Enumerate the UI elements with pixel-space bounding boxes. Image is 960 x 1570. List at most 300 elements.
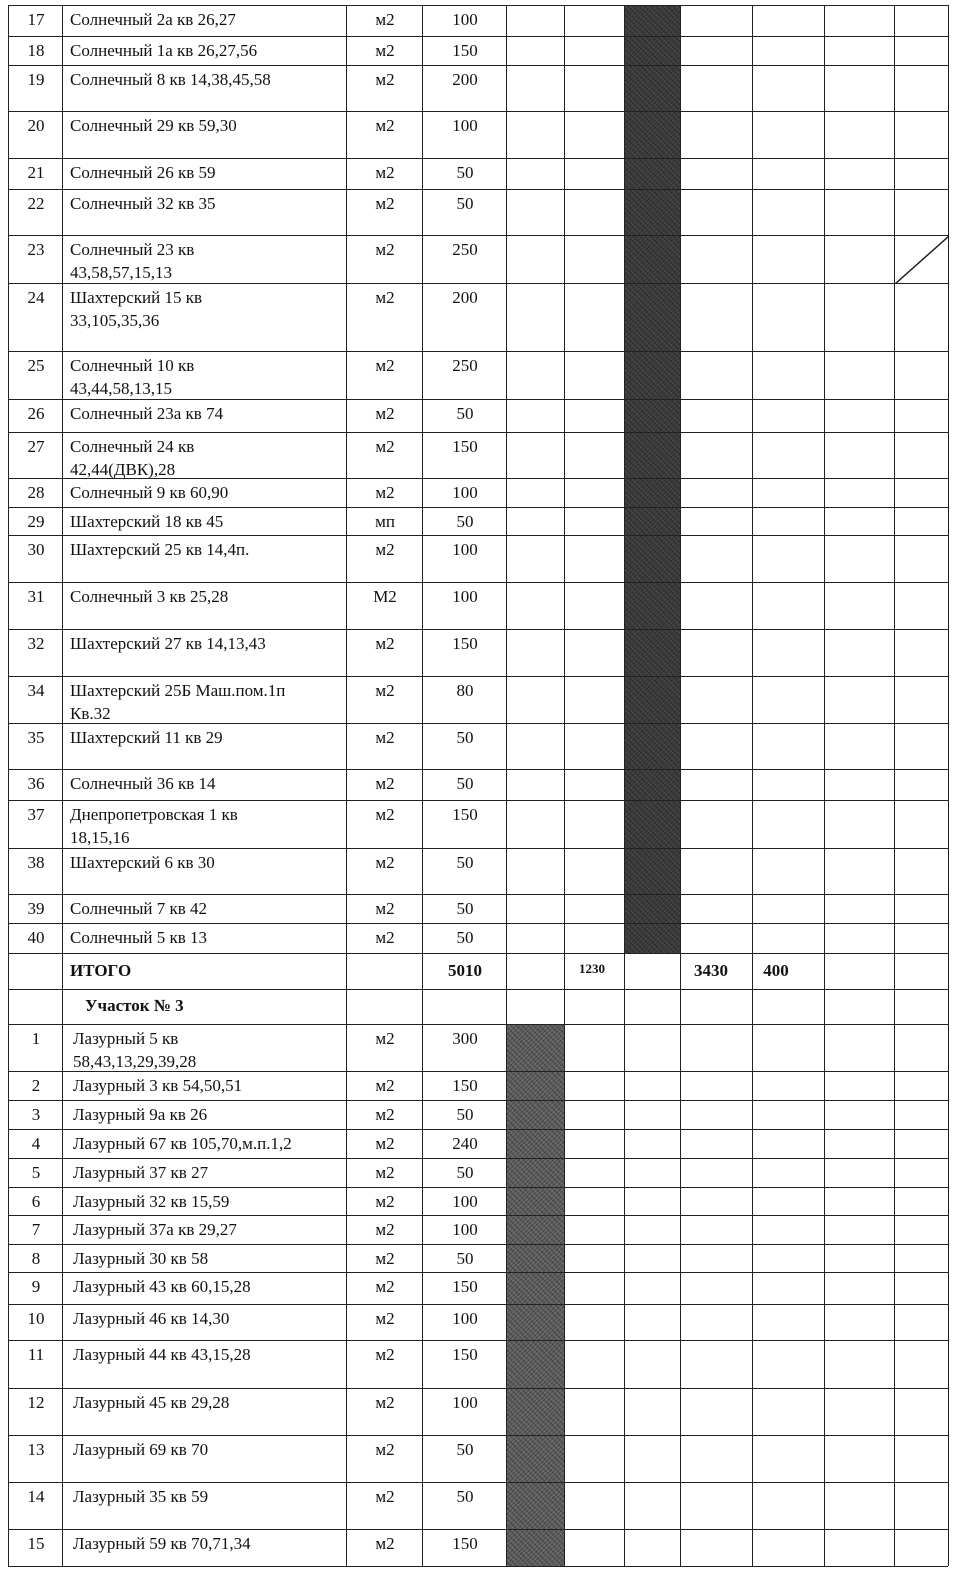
address-cell [62, 189, 347, 235]
unit-cell [346, 399, 423, 432]
empty-cell [680, 65, 753, 111]
unit: м2 [375, 1192, 395, 1211]
shaded-cell [506, 1388, 565, 1435]
address: Шахтерский 11 кв 29 [70, 728, 223, 747]
row-number-cell [8, 1215, 63, 1244]
empty-cell [894, 1272, 949, 1304]
unit-cell [346, 5, 423, 36]
address: Солнечный 29 кв 59,30 [70, 116, 237, 135]
empty-cell [680, 1304, 753, 1340]
table-row [8, 894, 948, 923]
empty-cell [894, 800, 949, 848]
shaded-cell [624, 399, 681, 432]
total-cell [624, 953, 681, 989]
unit-cell [346, 923, 423, 953]
table-row [8, 769, 948, 800]
empty-cell [752, 235, 825, 283]
empty-cell [564, 189, 625, 235]
empty-cell [894, 629, 949, 676]
empty-cell [824, 1388, 895, 1435]
empty-cell [680, 507, 753, 535]
unit-cell [346, 1100, 423, 1129]
empty-cell [564, 1388, 625, 1435]
row-number: 29 [27, 512, 45, 531]
header-cell [62, 989, 347, 1024]
address: Шахтерский 25Б Маш.пом.1п Кв.32 [70, 681, 286, 723]
empty-cell [564, 1158, 625, 1187]
diagonal-mark [895, 236, 948, 283]
quantity: 50 [456, 512, 474, 531]
table-row [8, 582, 948, 629]
empty-cell [564, 283, 625, 351]
quantity-cell [422, 1244, 507, 1272]
header-cell [624, 989, 681, 1024]
table-row [8, 848, 948, 894]
empty-cell [564, 36, 625, 65]
unit: м2 [375, 240, 395, 259]
row-number-cell [8, 1187, 63, 1215]
empty-cell [752, 283, 825, 351]
table-row [8, 1304, 948, 1340]
empty-cell [564, 1482, 625, 1529]
empty-cell [680, 5, 753, 36]
empty-cell [752, 1215, 825, 1244]
row-number: 17 [27, 10, 45, 29]
address-cell [62, 399, 347, 432]
shaded-cell [506, 1129, 565, 1158]
section-title: Участок № 3 [85, 996, 184, 1015]
empty-cell [752, 1388, 825, 1435]
empty-cell [680, 1215, 753, 1244]
empty-cell [752, 111, 825, 158]
unit: м2 [375, 163, 395, 182]
address-cell [62, 923, 347, 953]
row-number-cell [8, 723, 63, 769]
quantity-cell [422, 1304, 507, 1340]
table-row [8, 1435, 948, 1482]
quantity: 150 [452, 1534, 478, 1553]
unit: м2 [375, 1134, 395, 1153]
quantity: 200 [452, 288, 478, 307]
address-cell [62, 1024, 347, 1071]
quantity-cell [422, 1388, 507, 1435]
empty-cell [752, 535, 825, 582]
quantity-cell [422, 1024, 507, 1071]
empty-cell [680, 432, 753, 478]
empty-cell [894, 1100, 949, 1129]
empty-cell [752, 189, 825, 235]
empty-cell [752, 399, 825, 432]
empty-cell [506, 235, 565, 283]
quantity: 150 [452, 634, 478, 653]
empty-cell [752, 848, 825, 894]
shaded-cell [624, 158, 681, 189]
address-cell [62, 111, 347, 158]
empty-cell [752, 507, 825, 535]
empty-cell [680, 1272, 753, 1304]
section-header-row [8, 989, 948, 1024]
unit-cell [346, 1024, 423, 1071]
address-cell [62, 629, 347, 676]
address: Лазурный 45 кв 29,28 [73, 1393, 230, 1412]
quantity: 150 [452, 437, 478, 456]
quantity: 150 [452, 805, 478, 824]
row-number: 37 [27, 805, 45, 824]
table-row [8, 535, 948, 582]
empty-cell [824, 158, 895, 189]
unit-cell [346, 235, 423, 283]
quantity: 50 [456, 774, 474, 793]
address-cell [62, 478, 347, 507]
empty-cell [824, 235, 895, 283]
empty-cell [564, 1187, 625, 1215]
address: Шахтерский 25 кв 14,4п. [70, 540, 250, 559]
unit-cell [346, 1215, 423, 1244]
shaded-cell [624, 507, 681, 535]
empty-cell [752, 676, 825, 723]
quantity: 100 [452, 10, 478, 29]
shaded-cell [506, 1187, 565, 1215]
empty-cell [506, 582, 565, 629]
empty-cell [564, 535, 625, 582]
row-number-cell [8, 235, 63, 283]
quantity-cell [422, 1272, 507, 1304]
quantity: 50 [456, 1487, 474, 1506]
quantity-cell [422, 1158, 507, 1187]
empty-cell [894, 283, 949, 351]
unit: м2 [375, 853, 395, 872]
empty-cell [824, 1435, 895, 1482]
address: Лазурный 9а кв 26 [73, 1105, 208, 1124]
empty-cell [824, 1244, 895, 1272]
address-cell [62, 1187, 347, 1215]
address-cell [62, 1158, 347, 1187]
address-cell [62, 5, 347, 36]
empty-cell [506, 848, 565, 894]
empty-cell [624, 1388, 681, 1435]
address: Солнечный 32 кв 35 [70, 194, 216, 213]
empty-cell [752, 582, 825, 629]
unit: м2 [375, 634, 395, 653]
empty-cell [506, 800, 565, 848]
quantity-cell [422, 1071, 507, 1100]
empty-cell [824, 1187, 895, 1215]
total-cell [680, 953, 753, 989]
empty-cell [894, 582, 949, 629]
table-row [8, 507, 948, 535]
row-number-cell [8, 800, 63, 848]
unit: м2 [375, 1076, 395, 1095]
address: Солнечный 1а кв 26,27,56 [70, 41, 258, 60]
table-row [8, 1100, 948, 1129]
quantity-cell [422, 1100, 507, 1129]
unit: м2 [375, 1220, 395, 1239]
empty-cell [564, 111, 625, 158]
empty-cell [894, 478, 949, 507]
quantity: 250 [452, 356, 478, 375]
row-number: 10 [27, 1309, 45, 1328]
table-row [8, 111, 948, 158]
table-row [8, 1158, 948, 1187]
quantity: 100 [452, 1192, 478, 1211]
address-cell [62, 351, 347, 399]
table-row [8, 399, 948, 432]
empty-cell [752, 158, 825, 189]
empty-cell [680, 848, 753, 894]
shaded-cell [624, 629, 681, 676]
empty-cell [564, 5, 625, 36]
unit: м2 [375, 288, 395, 307]
quantity: 300 [452, 1029, 478, 1048]
empty-cell [752, 5, 825, 36]
quantity-cell [422, 478, 507, 507]
row-number: 14 [27, 1487, 45, 1506]
empty-cell [824, 111, 895, 158]
shaded-cell [624, 283, 681, 351]
empty-cell [752, 1187, 825, 1215]
empty-cell [680, 894, 753, 923]
row-number-cell [8, 1388, 63, 1435]
empty-cell [894, 923, 949, 953]
address-cell [62, 535, 347, 582]
header-cell [824, 989, 895, 1024]
row-number-cell [8, 399, 63, 432]
address-cell [62, 65, 347, 111]
empty-cell [680, 1340, 753, 1388]
empty-cell [624, 1244, 681, 1272]
quantity: 150 [452, 41, 478, 60]
empty-cell [680, 923, 753, 953]
quantity: 150 [452, 1076, 478, 1095]
unit: м2 [375, 483, 395, 502]
unit: м2 [375, 681, 395, 700]
address: Лазурный 59 кв 70,71,34 [73, 1534, 251, 1553]
empty-cell [752, 1100, 825, 1129]
row-number-cell [8, 1100, 63, 1129]
empty-cell [894, 723, 949, 769]
quantity: 100 [452, 1393, 478, 1412]
empty-cell [752, 629, 825, 676]
quantity-cell [422, 1529, 507, 1566]
empty-cell [564, 1071, 625, 1100]
empty-cell [894, 235, 949, 283]
unit: м2 [375, 70, 395, 89]
empty-cell [752, 1529, 825, 1566]
unit: м2 [375, 1309, 395, 1328]
row-number: 39 [27, 899, 45, 918]
address: Солнечный 36 кв 14 [70, 774, 216, 793]
empty-cell [894, 1158, 949, 1187]
address-cell [62, 507, 347, 535]
shaded-cell [506, 1529, 565, 1566]
empty-cell [894, 36, 949, 65]
empty-cell [564, 769, 625, 800]
empty-cell [824, 478, 895, 507]
empty-cell [564, 478, 625, 507]
row-number-cell [8, 535, 63, 582]
address: Лазурный 69 кв 70 [73, 1440, 209, 1459]
shaded-cell [506, 1435, 565, 1482]
empty-cell [824, 535, 895, 582]
empty-cell [752, 432, 825, 478]
unit-cell [346, 1187, 423, 1215]
unit: м2 [375, 1345, 395, 1364]
empty-cell [680, 158, 753, 189]
header-cell [8, 989, 63, 1024]
table-row [8, 1129, 948, 1158]
unit-cell [346, 478, 423, 507]
table-row [8, 478, 948, 507]
quantity-cell [422, 769, 507, 800]
empty-cell [506, 189, 565, 235]
empty-cell [824, 432, 895, 478]
unit-cell [346, 1388, 423, 1435]
table-row [8, 351, 948, 399]
total-cell [752, 953, 825, 989]
empty-cell [506, 5, 565, 36]
empty-cell [564, 1129, 625, 1158]
empty-cell [624, 1529, 681, 1566]
empty-cell [894, 111, 949, 158]
address-cell [62, 848, 347, 894]
empty-cell [752, 1304, 825, 1340]
address: Солнечный 9 кв 60,90 [70, 483, 229, 502]
empty-cell [624, 1215, 681, 1244]
address: Солнечный 7 кв 42 [70, 899, 208, 918]
empty-cell [564, 507, 625, 535]
quantity-cell [422, 894, 507, 923]
table-row [8, 1340, 948, 1388]
row-number-cell [8, 848, 63, 894]
unit: м2 [375, 540, 395, 559]
unit: м2 [375, 10, 395, 29]
quantity-cell [422, 923, 507, 953]
shaded-cell [624, 189, 681, 235]
empty-cell [894, 158, 949, 189]
address: Лазурный 37 кв 27 [73, 1163, 209, 1182]
row-number-cell [8, 478, 63, 507]
table-row [8, 676, 948, 723]
empty-cell [824, 629, 895, 676]
address: Шахтерский 18 кв 45 [70, 512, 224, 531]
shaded-cell [506, 1244, 565, 1272]
empty-cell [894, 535, 949, 582]
empty-cell [894, 1529, 949, 1566]
empty-cell [506, 676, 565, 723]
unit-cell [346, 769, 423, 800]
empty-cell [824, 65, 895, 111]
empty-cell [680, 629, 753, 676]
row-number-cell [8, 507, 63, 535]
address-cell [62, 235, 347, 283]
unit: м2 [375, 805, 395, 824]
unit-cell [346, 351, 423, 399]
empty-cell [564, 923, 625, 953]
empty-cell [894, 1215, 949, 1244]
empty-cell [680, 1435, 753, 1482]
quantity-cell [422, 158, 507, 189]
empty-cell [506, 769, 565, 800]
table-row [8, 723, 948, 769]
empty-cell [564, 848, 625, 894]
quantity: 50 [456, 899, 474, 918]
header-cell [422, 989, 507, 1024]
shaded-cell [624, 111, 681, 158]
shaded-cell [624, 676, 681, 723]
row-number-cell [8, 111, 63, 158]
quantity: 80 [456, 681, 474, 700]
quantity-cell [422, 1215, 507, 1244]
quantity: 240 [452, 1134, 478, 1153]
unit-cell [346, 36, 423, 65]
row-number-cell [8, 1024, 63, 1071]
empty-cell [894, 1244, 949, 1272]
quantity: 100 [452, 1220, 478, 1239]
quantity-cell [422, 65, 507, 111]
header-cell [680, 989, 753, 1024]
shaded-cell [506, 1071, 565, 1100]
empty-cell [752, 65, 825, 111]
row-number-cell [8, 1435, 63, 1482]
empty-cell [506, 432, 565, 478]
unit-cell [346, 1340, 423, 1388]
empty-cell [752, 723, 825, 769]
table-row [8, 1215, 948, 1244]
empty-cell [824, 769, 895, 800]
address: Солнечный 3 кв 25,28 [70, 587, 229, 606]
address-cell [62, 1304, 347, 1340]
empty-cell [624, 1071, 681, 1100]
row-number: 5 [31, 1163, 41, 1182]
empty-cell [894, 1024, 949, 1071]
quantity: 100 [452, 540, 478, 559]
quantity-cell [422, 189, 507, 235]
empty-cell [752, 769, 825, 800]
quantity: 50 [456, 404, 474, 423]
shaded-cell [624, 478, 681, 507]
quantity-cell [422, 629, 507, 676]
empty-cell [506, 923, 565, 953]
quantity-cell [422, 111, 507, 158]
empty-cell [824, 1304, 895, 1340]
row-number: 8 [31, 1249, 41, 1268]
address-cell [62, 1100, 347, 1129]
address: Шахтерский 6 кв 30 [70, 853, 215, 872]
quantity-cell [422, 36, 507, 65]
address-cell [62, 1482, 347, 1529]
unit-cell [346, 1158, 423, 1187]
table-row [8, 189, 948, 235]
unit-cell [346, 676, 423, 723]
shaded-cell [506, 1158, 565, 1187]
unit-cell [346, 1129, 423, 1158]
row-number: 11 [27, 1345, 45, 1364]
empty-cell [894, 1388, 949, 1435]
empty-cell [680, 1024, 753, 1071]
unit-cell [346, 848, 423, 894]
empty-cell [624, 1272, 681, 1304]
shaded-cell [506, 1482, 565, 1529]
unit: М2 [373, 587, 397, 606]
quantity: 250 [452, 240, 478, 259]
address-cell [62, 158, 347, 189]
empty-cell [894, 1071, 949, 1100]
empty-cell [624, 1482, 681, 1529]
empty-cell [752, 1129, 825, 1158]
row-number-cell [8, 36, 63, 65]
empty-cell [506, 158, 565, 189]
empty-cell [564, 235, 625, 283]
